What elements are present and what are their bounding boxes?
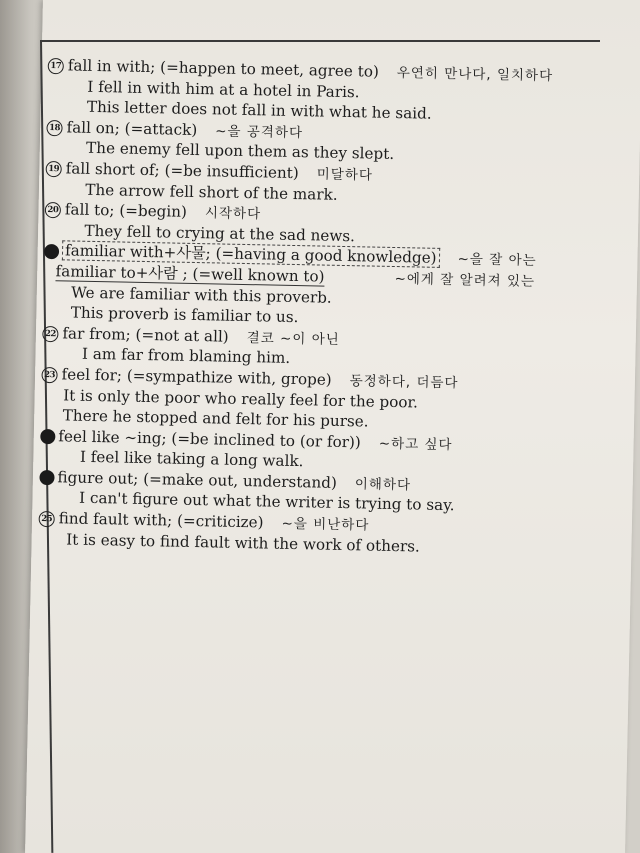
entry-familiar: [43, 240, 630, 334]
entry-korean: 우연히 만나다, 일치하다: [396, 65, 554, 85]
example-sentence: I feel like taking a long walk.: [79, 448, 304, 471]
entry-korean: ~을 공격하다: [215, 123, 304, 141]
vocabulary-list: [38, 55, 633, 561]
example-sentence: This letter does not fall in with what he said.: [86, 97, 432, 123]
entry-korean: ~을 비난하다: [281, 515, 370, 534]
entry-feel-for: [41, 364, 627, 438]
entry-phrase: fall on; (=attack): [66, 118, 198, 139]
example-sentence: The arrow fell short of the mark.: [85, 180, 338, 204]
example-sentence: It is easy to find fault with the work of others.: [66, 530, 421, 556]
example-sentence: We are familiar with this proverb.: [71, 283, 332, 307]
entry-korean: 동정하다, 더듬다: [349, 373, 459, 392]
entry-number: 23: [41, 367, 57, 383]
entry-number: 25: [39, 511, 55, 527]
bullet-marker: [40, 429, 55, 444]
example-sentence: I am far from blaming him.: [81, 345, 291, 368]
example-sentence: There he stopped and felt for his purse.: [62, 406, 369, 431]
entry-phrase: figure out; (=make out, understand): [57, 468, 338, 492]
example-sentence: I fell in with him at a hotel in Paris.: [87, 77, 360, 101]
entry-fall-in-with: [47, 55, 633, 129]
bullet-marker: [44, 244, 59, 259]
entry-korean: 시작하다: [204, 205, 262, 223]
entry-korean: 미달하다: [316, 166, 374, 184]
entry-phrase: find fault with; (=criticize): [58, 509, 264, 532]
example-sentence: The enemy fell upon them as they slept.: [85, 139, 395, 164]
entry-number: 17: [48, 58, 64, 74]
entry-phrase: fall to; (=begin): [64, 200, 188, 221]
page-border-top: [40, 40, 600, 42]
entry-number: 22: [42, 326, 58, 342]
entry-korean: ~하고 싶다: [378, 435, 453, 453]
entry-korean: ~을 잘 아는: [457, 251, 537, 270]
entry-phrase: fall short of; (=be insufficient): [65, 159, 299, 183]
example-sentence: They fell to crying at the sad news.: [84, 221, 356, 245]
entry-korean-secondary: ~에게 잘 알려져 있는: [394, 270, 536, 290]
entry-phrase: far from; (=not at all): [62, 324, 229, 346]
entry-number: 19: [46, 161, 62, 177]
entry-number: 20: [45, 202, 61, 218]
entry-phrase: feel like ~ing; (=be inclined to (or for)): [58, 426, 362, 452]
entry-phrase-secondary: familiar to+사람 ; (=well known to): [55, 262, 325, 286]
example-sentence: It is only the poor who really feel for the poor.: [63, 385, 419, 411]
entry-number: 18: [46, 120, 62, 136]
bullet-marker: [39, 470, 54, 485]
example-sentence: This proverb is familiar to us.: [70, 303, 299, 327]
entry-korean: 결코 ~이 아닌: [246, 329, 340, 348]
entry-phrase: feel for; (=sympathize with, grope): [61, 365, 332, 389]
entry-phrase: fall in with; (=happen to meet, agree to): [67, 56, 380, 81]
entry-phrase: familiar with+사물; (=having a good knowledge): [62, 241, 440, 269]
entry-korean: 이해하다: [354, 476, 412, 494]
example-sentence: I can't figure out what the writer is trying to say.: [78, 489, 455, 515]
